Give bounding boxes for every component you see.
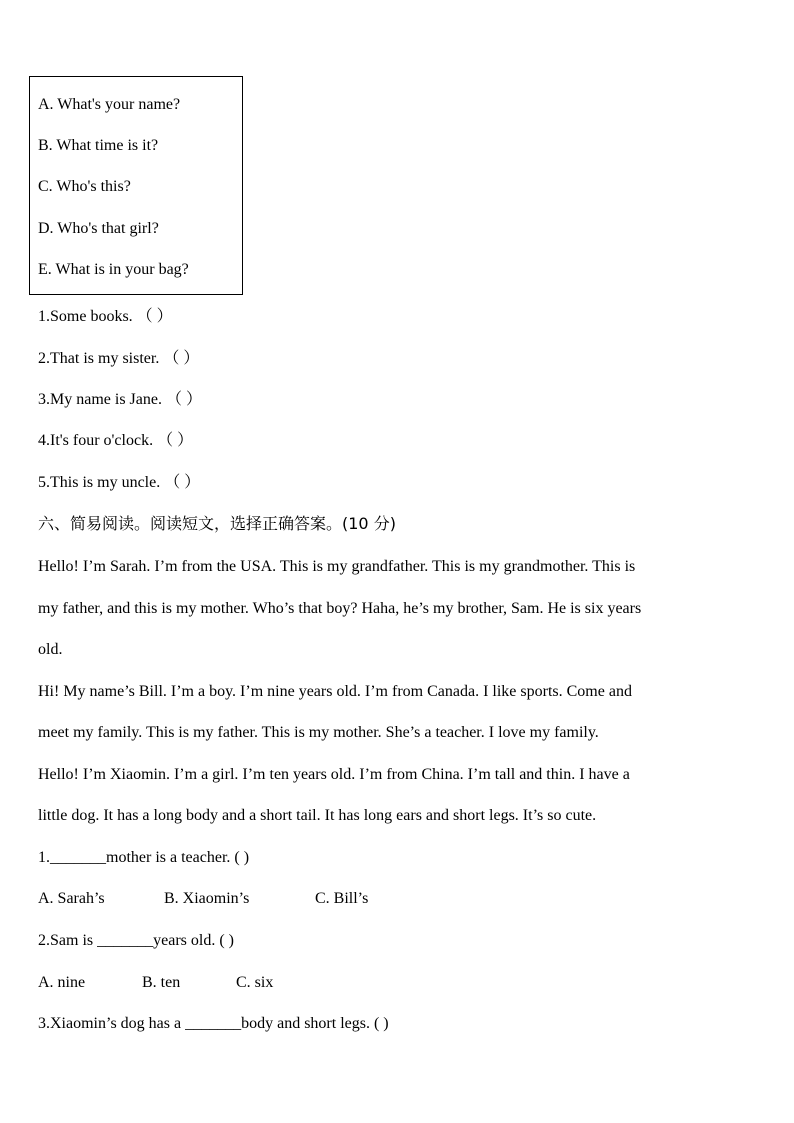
answer-options-box [29, 76, 243, 295]
passage-line: Hello! I’m Xiaomin. I’m a girl. I’m ten years old. I’m from China. I’m tall and thin. I have a [38, 765, 630, 783]
option-b: B. What time is it? [38, 137, 159, 154]
answer-blank[interactable]: （ ） [165, 391, 202, 408]
matching-item-text: 4.It's four o'clock. [38, 432, 154, 449]
passage-line: little dog. It has a long body and a short tail. It has long ears and short legs. It’s so cute. [38, 807, 597, 824]
option-e: E. What is in your bag? [38, 261, 189, 278]
matching-item-1 [38, 307, 173, 327]
matching-item-4 [38, 431, 193, 451]
matching-item-5 [38, 473, 200, 493]
option-d: D. Who's that girl? [38, 220, 159, 237]
question-2-choices [38, 973, 273, 993]
passage-line: my father, and this is my mother. Who’s that boy? Haha, he’s my brother, Sam. He is six years [38, 599, 642, 617]
section-heading: 六、简易阅读。阅读短文，选择正确答案。(10 分) [38, 514, 396, 533]
choice-a[interactable]: A. Sarah’s [38, 890, 105, 907]
choice-c[interactable]: C. six [236, 974, 274, 991]
reading-passage [38, 546, 750, 837]
passage-line: old. [38, 641, 63, 658]
answer-blank[interactable]: （ ） [157, 432, 194, 449]
passage-line: Hello! I’m Sarah. I’m from the USA. This is my grandfather. This is my grandmother. This is [38, 558, 636, 575]
matching-item-3 [38, 390, 202, 410]
matching-item-text: 3.My name is Jane. [38, 391, 162, 408]
option-c: C. Who's this? [38, 178, 131, 195]
choice-a[interactable]: A. nine [38, 974, 86, 991]
answer-blank[interactable]: （ ） [163, 350, 200, 367]
matching-item-2 [38, 349, 199, 369]
choice-b[interactable]: B. Xiaomin’s [164, 890, 250, 907]
passage-line: Hi! My name’s Bill. I’m a boy. I’m nine years old. I’m from Canada. I like sports. Come and [38, 682, 632, 700]
answer-blank[interactable]: （ ） [136, 308, 173, 325]
passage-line: meet my family. This is my father. This is my mother. She’s a teacher. I love my family. [38, 724, 599, 741]
question-1-stem: 1._______mother is a teacher. ( ) [38, 849, 250, 866]
option-a: A. What's your name? [38, 96, 181, 113]
question-3-stem: 3.Xiaomin’s dog has a _______body and short legs. ( ) [38, 1015, 389, 1032]
choice-c[interactable]: C. Bill’s [315, 890, 369, 907]
matching-item-text: 5.This is my uncle. [38, 474, 161, 491]
question-1-choices [38, 889, 368, 909]
question-2-stem: 2.Sam is _______years old. ( ) [38, 932, 234, 949]
answer-blank[interactable]: （ ） [164, 474, 201, 491]
matching-item-text: 2.That is my sister. [38, 350, 160, 367]
choice-b[interactable]: B. ten [142, 974, 181, 991]
matching-item-text: 1.Some books. [38, 308, 133, 325]
